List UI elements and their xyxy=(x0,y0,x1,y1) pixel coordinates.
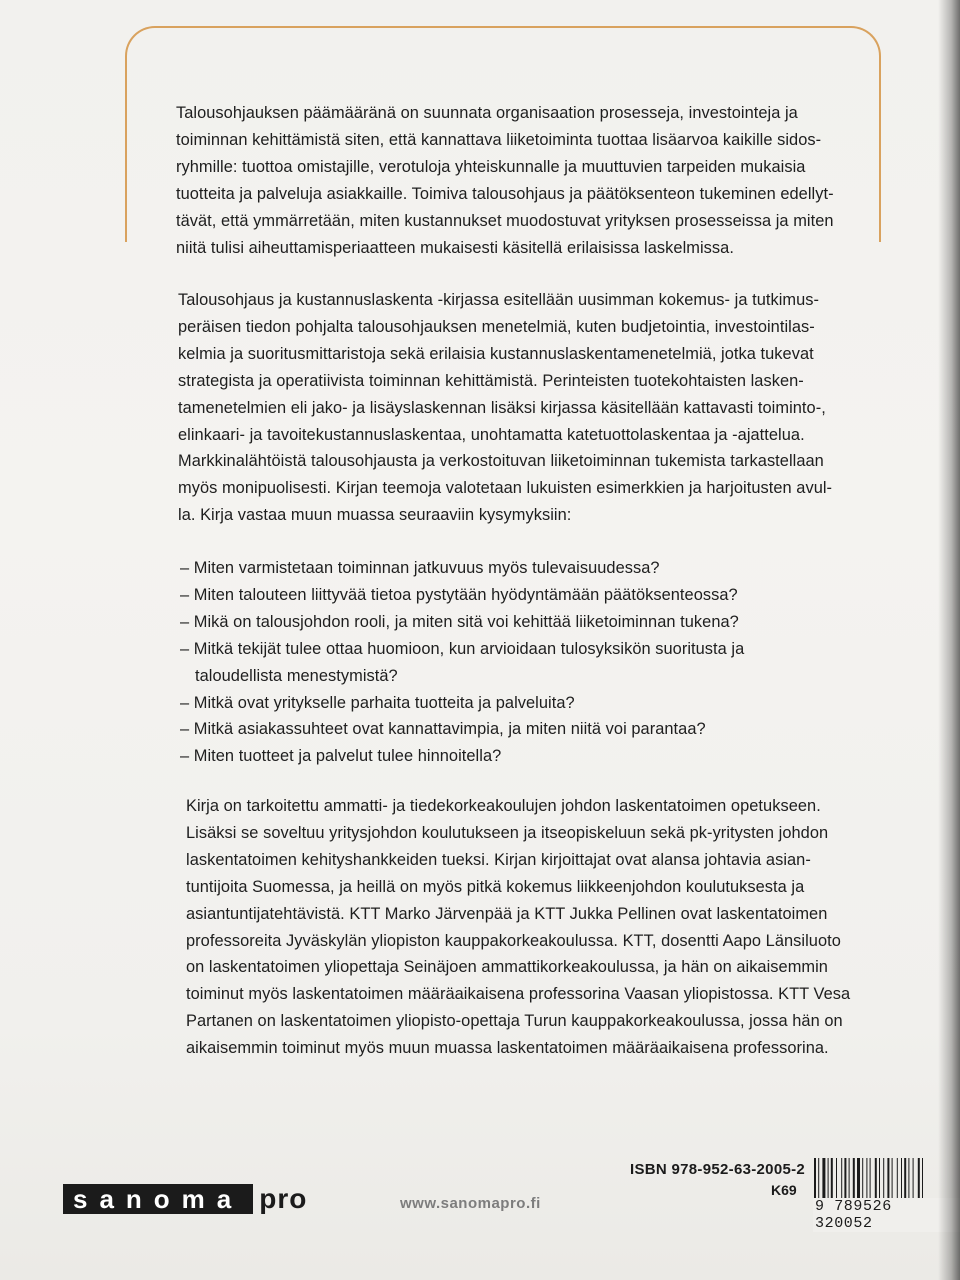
barcode-bar xyxy=(904,1158,906,1198)
catalog-code: K69 xyxy=(771,1182,797,1198)
barcode-bar xyxy=(866,1158,867,1198)
text-line: tävät, että ymmärretään, miten kustannukset muodostuvat yrityksen prosesseissa ja miten xyxy=(176,211,834,230)
barcode-bar xyxy=(862,1158,863,1198)
barcode-number: 9 789526 320052 xyxy=(813,1198,960,1232)
text-line: tuotteita ja palveluja asiakkaille. Toimiva talousohjaus ja päätöksenteon tukeminen edellyt- xyxy=(176,184,834,203)
text-line: ryhmille: tuottoa omistajille, verotuloja yhteiskunnalle ja muuttuvien tarpeiden mukaisia xyxy=(176,157,806,176)
barcode-bar xyxy=(892,1158,893,1198)
barcode-bar xyxy=(857,1158,860,1198)
text-line: Kirja on tarkoitettu ammatti- ja tiedekorkeakoulujen johdon laskentatoimen opetukseen. xyxy=(186,797,821,815)
text-line: aikaisemmin toiminut myös muun muassa laskentatoimen määräaikaisena professorina. xyxy=(186,1039,829,1058)
barcode-bar xyxy=(887,1158,889,1198)
barcode-bar xyxy=(844,1158,846,1198)
barcode-bar xyxy=(836,1158,837,1198)
intro-paragraph xyxy=(176,100,856,261)
barcode-bar xyxy=(870,1158,871,1198)
text-line: professoreita Jyväskylän yliopiston kauppakorkeakoulussa. KTT, dosentti Aapo Länsiluoto xyxy=(186,931,841,950)
text-line: Markkinalähtöistä talousohjausta ja verkostoituvan liiketoiminnan tukemista tarkastellaan xyxy=(178,452,824,471)
text-line: Lisäksi se soveltuu yritysjohdon koulutukseen ja itseopiskeluun sekä pk-yritysten johdon xyxy=(186,823,829,842)
question-list xyxy=(180,555,820,770)
barcode-bar xyxy=(831,1158,833,1198)
barcode-bar xyxy=(822,1158,825,1198)
list-item: – Mitkä asiakassuhteet ovat kannattavimpia, ja miten niitä voi parantaa? xyxy=(180,720,706,739)
barcode-bar xyxy=(853,1158,855,1198)
list-item: – Mitkä ovat yritykselle parhaita tuotteita ja palveluita? xyxy=(180,693,575,712)
text-line: Talousohjauksen päämääränä on suunnata organisaation prosesseja, investointeja ja xyxy=(176,104,798,122)
barcode-bar xyxy=(908,1158,909,1198)
text-line: Partanen on laskentatoimen yliopisto-opettaja Turun kauppakorkeakoulussa, jossa hän on xyxy=(186,1012,843,1031)
description-paragraph xyxy=(178,287,858,529)
text-line: tamenetelmien eli jako- ja lisäyslaskennan lisäksi kirjassa käsitellään kattavasti toiminto-, xyxy=(178,398,826,417)
barcode-bar xyxy=(841,1158,842,1198)
barcode-bar xyxy=(814,1158,816,1198)
barcode-bar xyxy=(875,1158,877,1198)
barcode-bar xyxy=(897,1158,898,1198)
list-item: – Mikä on talousjohdon rooli, ja miten sitä voi kehittää liiketoiminnan tukena? xyxy=(180,612,739,631)
text-line: tuntijoita Suomessa, ja heillä on myös pitkä kokemus liikkeenjohdon koulutuksesta ja xyxy=(186,877,805,896)
text-line: kelmia ja suoritusmittaristoja sekä erilaisia kustannuslaskentamenetelmiä, jotka tukevat xyxy=(178,344,814,363)
barcode-bar xyxy=(883,1158,884,1198)
text-line: toiminnan kehittämistä siten, että kannattava liiketoiminta tuottaa lisäarvoa kaikille sidos- xyxy=(176,130,822,149)
text-line: laskentatoimen kehityshankkeiden tueksi. Kirjan kirjoittajat ovat alansa johtavia asian- xyxy=(186,850,811,869)
text-line: la. Kirja vastaa muun muassa seuraaviin kysymyksiin: xyxy=(178,506,572,525)
logo-suffix: pro xyxy=(259,1183,308,1214)
barcode-bar xyxy=(879,1158,880,1198)
text-line: peräisen tiedon pohjalta talousohjauksen menetelmiä, kuten budjetointia, investointilas- xyxy=(178,317,815,336)
page-edge-shadow xyxy=(938,0,960,1280)
list-item: – Mitkä tekijät tulee ottaa huomioon, kun arvioidaan tulosyksikön suoritusta ja xyxy=(180,639,745,658)
list-item: – Miten talouteen liittyvää tietoa pystytään hyödyntämään päätöksenteossa? xyxy=(180,585,738,604)
barcode-bar xyxy=(922,1158,923,1198)
list-item: – Miten tuotteet ja palvelut tulee hinnoitella? xyxy=(180,747,502,766)
publisher-url: www.sanomapro.fi xyxy=(400,1195,541,1212)
text-line: niitä tulisi aiheuttamisperiaatteen mukaisesti käsitellä erilaisissa laskelmissa. xyxy=(176,238,734,257)
barcode-bar xyxy=(849,1158,850,1198)
barcode-bar xyxy=(918,1158,920,1198)
list-item-continuation: taloudellista menestymistä? xyxy=(195,666,398,685)
text-line: toiminut myös laskentatoimen määräaikaisena professorina Vaasan yliopistossa. KTT Vesa xyxy=(186,985,851,1004)
text-line: on laskentatoimen yliopettaja Seinäjoen ammattikorkeakoulussa, ja hän on aikaisemmin xyxy=(186,958,828,977)
publisher-logo xyxy=(63,1183,307,1215)
barcode-bar xyxy=(828,1158,829,1198)
authors-paragraph xyxy=(186,793,851,1062)
list-item: – Miten varmistetaan toiminnan jatkuvuus myös tulevaisuudessa? xyxy=(180,559,660,577)
text-line: myös monipuolisesti. Kirjan teemoja valotetaan lukuisten esimerkkien ja harjoitusten avul- xyxy=(178,479,833,498)
text-line: strategista ja operatiivista toiminnan kehittämistä. Perinteisten tuotekohtaisten lasken- xyxy=(178,371,804,390)
barcode-bar xyxy=(901,1158,902,1198)
text-line: elinkaari- ja tavoitekustannuslaskentaa, unohtamatta katetuottolaskentaa ja -ajattelua. xyxy=(178,425,805,444)
barcode-bar xyxy=(818,1158,819,1198)
text-line: Talousohjaus ja kustannuslaskenta -kirjassa esitellään uusimman kokemus- ja tutkimus- xyxy=(178,291,820,309)
barcode-bar xyxy=(913,1158,914,1198)
text-line: asiantuntijatehtävistä. KTT Marko Järvenpää ja KTT Jukka Pellinen ovat laskentatoimen xyxy=(186,904,828,923)
logo-wordmark: sanoma xyxy=(63,1184,253,1214)
isbn-text: ISBN 978-952-63-2005-2 xyxy=(630,1161,806,1178)
